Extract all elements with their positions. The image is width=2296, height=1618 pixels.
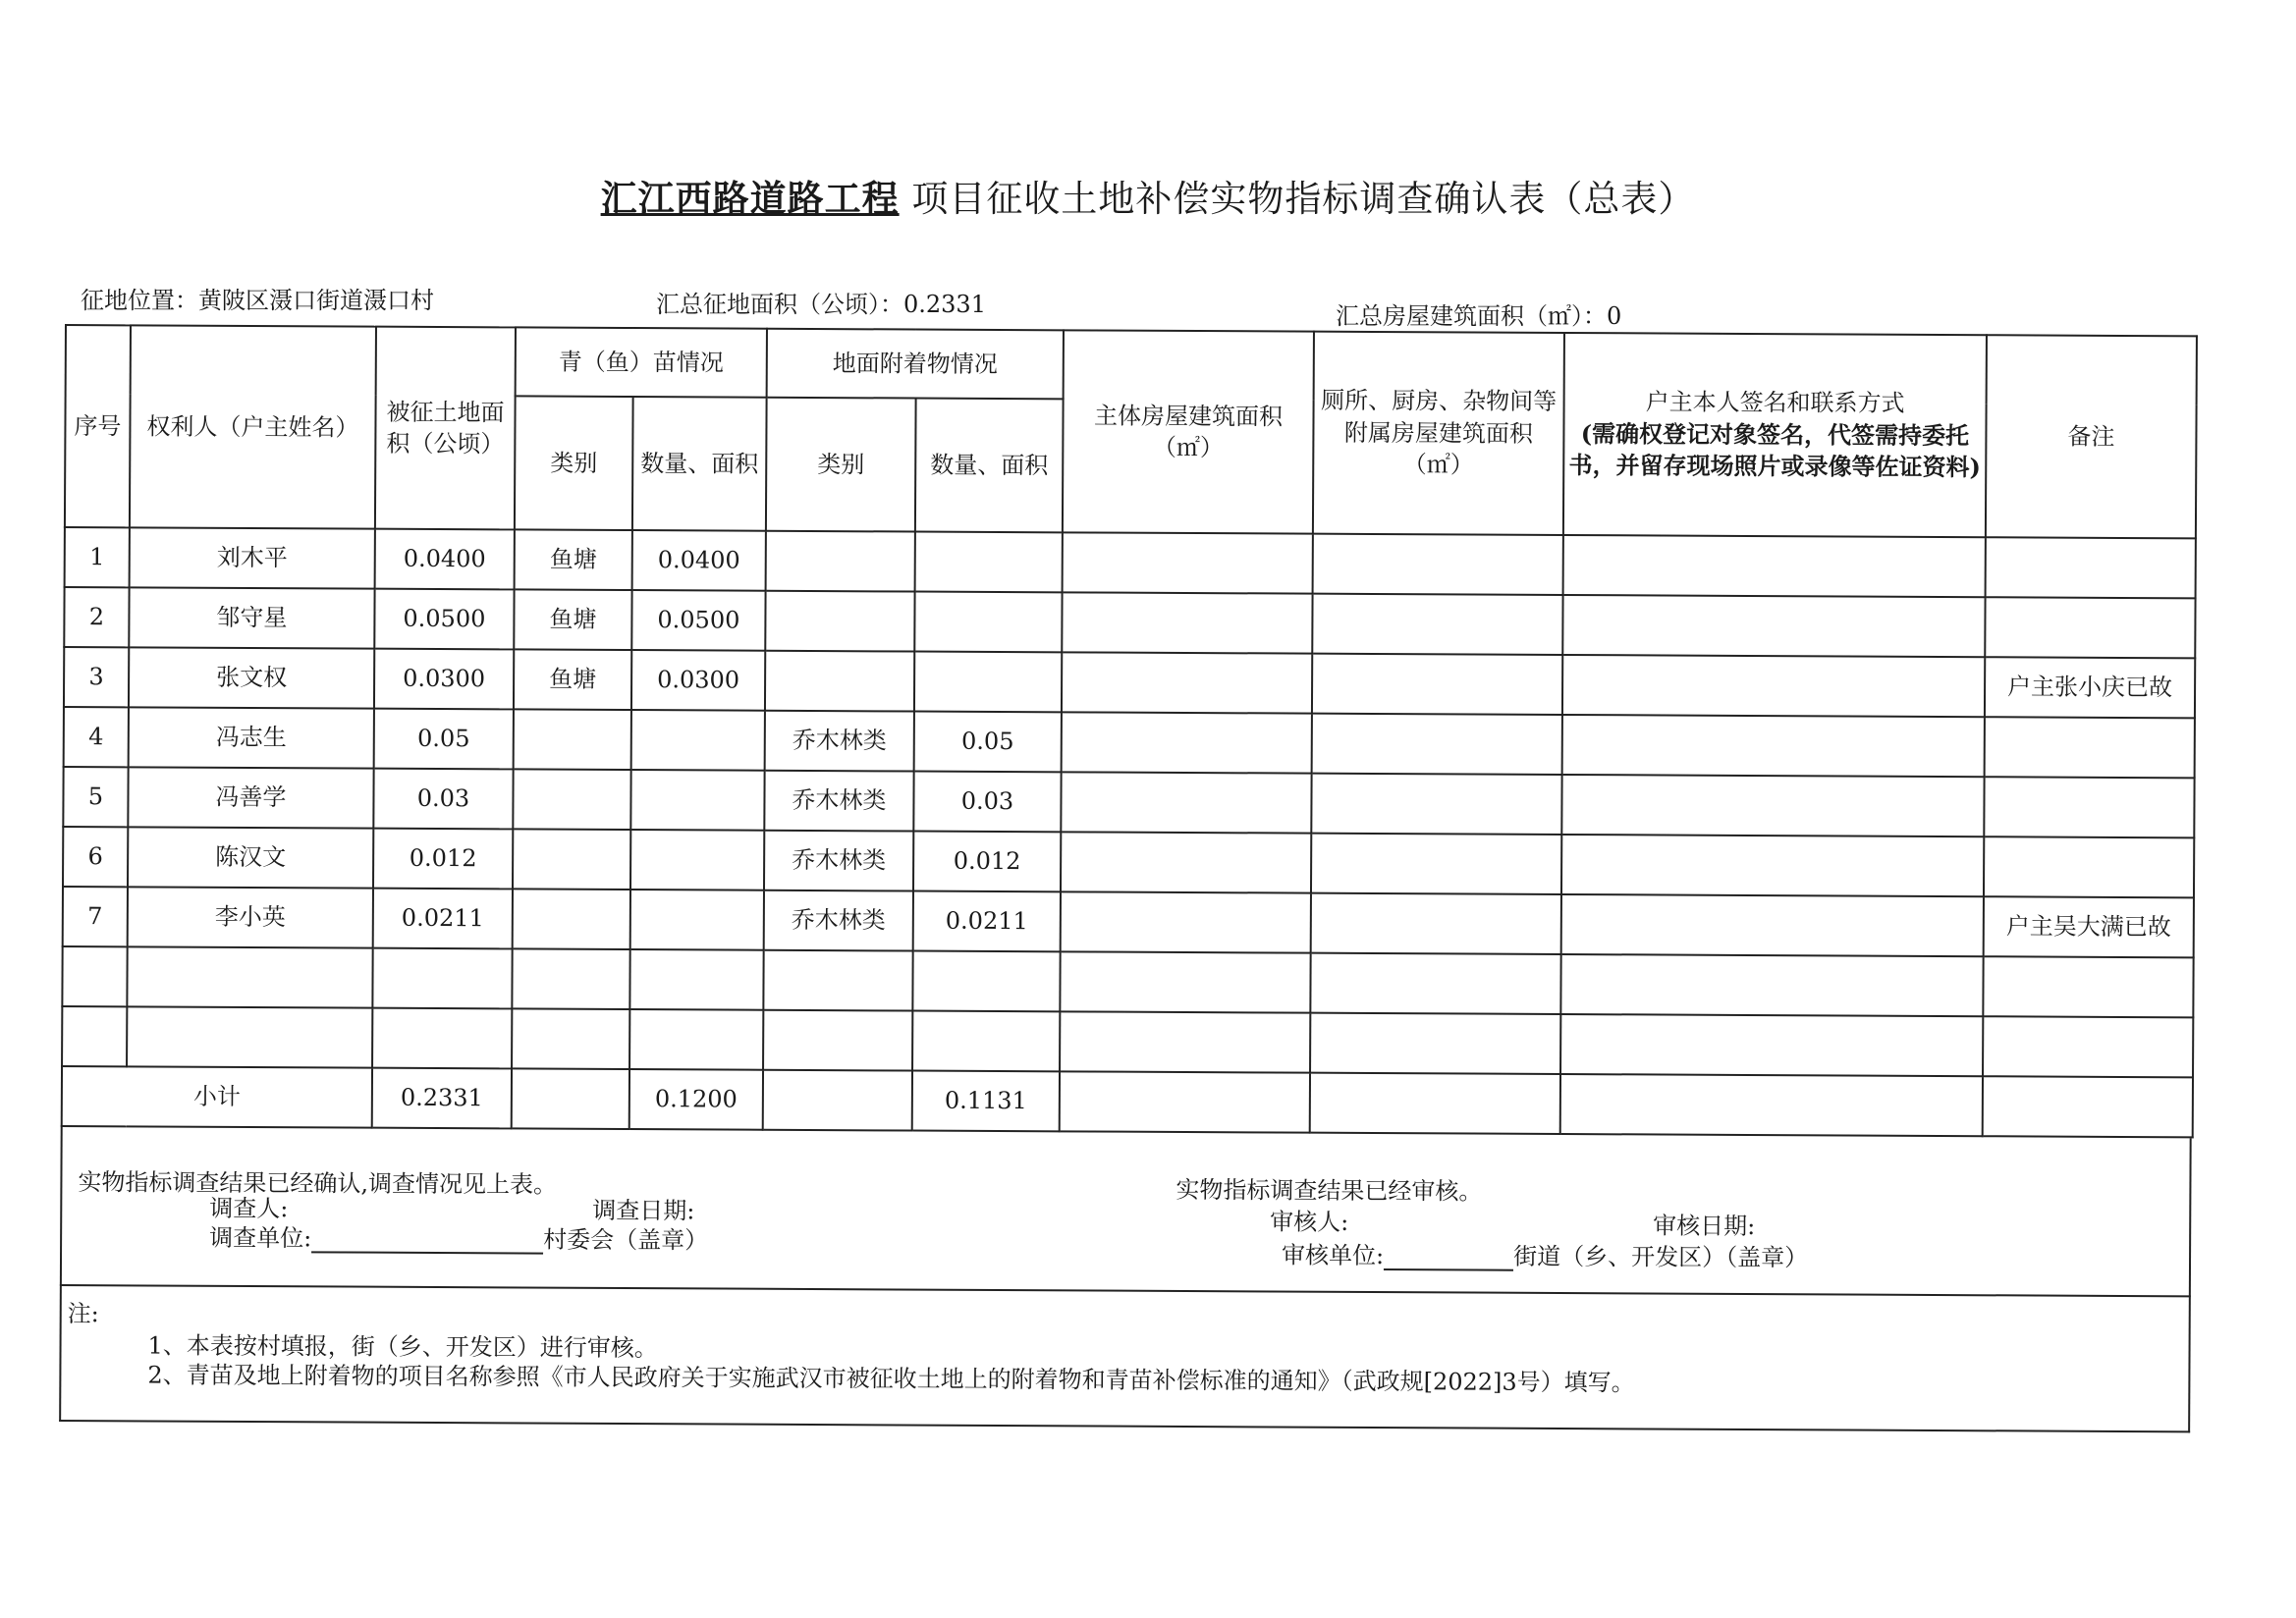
notes-label: 注:: [67, 1300, 99, 1328]
cell-aux-house: [1310, 1013, 1560, 1074]
document-title: [0, 169, 2296, 222]
title-suffix: 项目征收土地补偿实物指标调查确认表（总表）: [911, 178, 1696, 220]
cell-land-area: 0.0300: [374, 649, 514, 710]
cell-seedling-qty: 0.0300: [631, 650, 765, 711]
cell-seq: 4: [64, 707, 129, 767]
cell-owner: 李小英: [128, 887, 373, 947]
investigate-unit: [209, 1218, 708, 1256]
header-main-house-area: 主体房屋建筑面积（㎡）: [1063, 330, 1314, 533]
table-row: [62, 946, 2193, 1017]
cell-remark: 户主吴大满已故: [1984, 896, 2194, 957]
cell-attachment-type: 乔木林类: [764, 771, 913, 832]
subtotal-signature: [1560, 1074, 1983, 1136]
cell-owner: [127, 1006, 372, 1067]
cell-attachment-qty: [914, 592, 1062, 653]
cell-aux-house: [1312, 654, 1562, 715]
cell-signature: [1562, 595, 1985, 657]
cell-main-house: [1060, 951, 1310, 1012]
cell-seedling-type: 鱼塘: [514, 649, 631, 710]
cell-seedling-qty: [629, 1009, 763, 1070]
cell-aux-house: [1311, 893, 1561, 954]
cell-main-house: [1061, 772, 1311, 833]
cell-remark: [1983, 1016, 2193, 1077]
subtotal-label: 小计: [62, 1066, 372, 1128]
investigate-unit-blank: [311, 1227, 543, 1254]
cell-attachment-type: [765, 651, 914, 712]
survey-table: [61, 324, 2198, 1138]
review-unit-blank: [1384, 1245, 1513, 1271]
cell-main-house: [1062, 712, 1312, 773]
header-seedling-group: 青（鱼）苗情况: [516, 327, 767, 397]
table-row: [65, 527, 2196, 598]
cell-aux-house: [1311, 774, 1561, 835]
cell-seq: 1: [65, 527, 130, 587]
cell-seq: [62, 1006, 127, 1066]
cell-remark: [1983, 956, 2193, 1017]
review-unit: [1282, 1236, 1808, 1273]
cell-owner: 陈汉文: [128, 827, 373, 888]
cell-signature: [1562, 655, 1985, 717]
header-aux-house-area: 厕所、厨房、杂物间等附属房屋建筑面积（㎡）: [1313, 332, 1564, 535]
cell-remark: 户主张小庆已故: [1985, 657, 2195, 718]
cell-seedling-type: [514, 709, 631, 770]
subtotal-land-area: 0.2331: [372, 1068, 512, 1129]
investigate-date-label: 调查日期:: [592, 1196, 695, 1225]
cell-land-area: 0.0211: [373, 889, 513, 949]
cell-attachment-qty: [914, 652, 1062, 713]
cell-aux-house: [1311, 834, 1561, 894]
subtotal-main-house: [1060, 1071, 1310, 1132]
cell-seq: 2: [64, 587, 129, 647]
header-signature: [1563, 333, 1987, 537]
cell-aux-house: [1310, 953, 1560, 1014]
header-attachment-qty: 数量、面积: [915, 399, 1064, 533]
header-signature-title: 户主本人签名和联系方式: [1645, 388, 1905, 418]
land-location: 征地位置：黄陂区滠口街道滠口村: [81, 287, 434, 314]
cell-seedling-type: 鱼塘: [514, 589, 631, 650]
cell-seq: 5: [63, 767, 128, 827]
cell-remark: [1984, 777, 2194, 837]
cell-seq: 7: [63, 887, 128, 946]
cell-attachment-type: [765, 591, 914, 652]
subtotal-remark: [1983, 1076, 2193, 1137]
cell-signature: [1561, 835, 1984, 896]
cell-main-house: [1061, 832, 1311, 892]
cell-owner: 刘木平: [130, 527, 375, 588]
header-seedling-type: 类别: [515, 396, 633, 530]
cell-attachment-qty: [915, 532, 1063, 593]
cell-signature: [1560, 954, 1983, 1016]
investigate-unit-label: 调查单位:: [209, 1223, 312, 1253]
cell-main-house: [1062, 652, 1312, 713]
subtotal-seedling-type: [512, 1068, 629, 1129]
cell-land-area: 0.03: [373, 769, 513, 830]
investigate-unit-suffix: 村委会（盖章）: [543, 1225, 709, 1255]
cell-signature: [1560, 1014, 1983, 1076]
cell-land-area: 0.012: [373, 829, 513, 890]
cell-seedling-qty: [631, 710, 765, 771]
review-unit-suffix: 街道（乡、开发区）（盖章）: [1513, 1242, 1809, 1272]
cell-land-area: 0.05: [374, 709, 514, 770]
header-owner: 权利人（户主姓名）: [130, 325, 376, 528]
header-land-area: 被征土地面积（公顷）: [375, 327, 516, 530]
review-unit-label: 审核单位:: [1281, 1241, 1385, 1270]
cell-owner: 冯志生: [129, 707, 374, 768]
cell-seedling-type: [513, 889, 630, 949]
cell-remark: [1985, 597, 2195, 658]
cell-main-house: [1061, 891, 1311, 952]
header-remark: 备注: [1986, 335, 2197, 538]
cell-land-area: [372, 948, 512, 1009]
header-seq: 序号: [65, 325, 131, 527]
cell-attachment-qty: [912, 951, 1060, 1012]
confirm-statement: 实物指标调查结果已经确认,调查情况见上表。: [78, 1168, 558, 1199]
cell-seq: [62, 946, 127, 1006]
cell-land-area: [372, 1008, 512, 1069]
table-row: [64, 587, 2195, 658]
cell-seedling-qty: 0.0400: [632, 530, 766, 591]
cell-main-house: [1060, 1011, 1310, 1072]
cell-owner: 邹守星: [129, 587, 374, 648]
cell-main-house: [1063, 532, 1313, 593]
subtotal-row: [62, 1066, 2193, 1137]
project-name: 汇江西路道路工程: [600, 177, 900, 220]
cell-seq: 6: [63, 827, 128, 887]
cell-signature: [1561, 775, 1984, 836]
cell-attachment-type: [766, 531, 915, 592]
confirmation-section: [60, 1127, 2192, 1297]
cell-remark: [1986, 537, 2196, 598]
cell-owner: [127, 946, 372, 1007]
cell-seedling-type: [513, 769, 630, 830]
cell-aux-house: [1313, 534, 1563, 595]
note-item: 1、本表按村填报，街（乡、开发区）进行审核。: [147, 1331, 658, 1363]
header-seedling-qty: 数量、面积: [632, 397, 767, 531]
header-signature-note: (需确权登记对象签名，代签需持委托书，并留存现场照片或录像等佐证资料): [1568, 418, 1982, 482]
table-row: [63, 767, 2194, 837]
subtotal-aux-house: [1310, 1073, 1560, 1134]
note-item: 2、青苗及地上附着物的项目名称参照《市人民政府关于实施武汉市被征收土地上的附着物和青苗补偿标准的通知》（武政规[2022]3号）填写。: [147, 1361, 1635, 1397]
total-land-area: 汇总征地面积（公顷）：0.2331: [656, 291, 986, 318]
cell-seedling-qty: [630, 890, 764, 950]
table-row: [62, 1006, 2193, 1077]
cell-attachment-type: 乔木林类: [764, 831, 913, 891]
cell-signature: [1561, 894, 1984, 956]
review-date-label: 审核日期:: [1653, 1212, 1756, 1241]
cell-owner: 张文权: [129, 647, 374, 708]
cell-seedling-qty: [630, 770, 764, 831]
cell-attachment-qty: 0.012: [913, 832, 1061, 892]
cell-seedling-type: [512, 948, 629, 1009]
cell-seedling-qty: [630, 830, 764, 890]
survey-sheet: [59, 324, 2196, 1432]
table-row: [64, 707, 2195, 778]
cell-seedling-qty: [629, 949, 763, 1010]
cell-attachment-type: [763, 1010, 912, 1071]
cell-signature: [1563, 535, 1986, 597]
table-row: [64, 647, 2195, 718]
cell-remark: [1985, 717, 2195, 778]
cell-owner: 冯善学: [128, 767, 373, 828]
cell-seq: 3: [64, 647, 129, 707]
header-attachment-group: 地面附着物情况: [767, 329, 1064, 400]
cell-signature: [1562, 715, 1985, 777]
cell-attachment-qty: 0.0211: [913, 891, 1061, 952]
subtotal-seedling-qty: 0.1200: [629, 1069, 763, 1130]
cell-attachment-qty: [912, 1011, 1060, 1072]
review-statement: 实物指标调查结果已经审核。: [1175, 1175, 1483, 1206]
cell-seedling-type: [513, 829, 630, 890]
table-row: [63, 827, 2194, 897]
cell-attachment-qty: 0.03: [913, 772, 1061, 833]
cell-land-area: 0.0500: [374, 589, 514, 650]
cell-seedling-type: [512, 1008, 629, 1069]
cell-attachment-type: 乔木林类: [765, 711, 914, 772]
subtotal-attachment-type: [763, 1070, 912, 1131]
cell-attachment-type: 乔木林类: [764, 890, 913, 951]
investigator-label: 调查人:: [209, 1194, 289, 1223]
reviewer-label: 审核人:: [1270, 1208, 1349, 1236]
cell-aux-house: [1312, 714, 1562, 775]
notes-section: [59, 1286, 2191, 1432]
table-row: [63, 887, 2194, 957]
subtotal-attachment-qty: 0.1131: [912, 1071, 1060, 1132]
cell-attachment-type: [763, 950, 912, 1011]
cell-main-house: [1062, 592, 1312, 653]
cell-seedling-qty: 0.0500: [631, 590, 765, 651]
total-building-area: 汇总房屋建筑面积（㎡）：0: [1336, 302, 1622, 330]
cell-land-area: 0.0400: [375, 529, 515, 590]
cell-remark: [1984, 836, 2194, 897]
header-row-1: [66, 325, 2197, 404]
cell-aux-house: [1312, 594, 1562, 655]
cell-attachment-qty: 0.05: [914, 712, 1062, 773]
header-attachment-type: 类别: [766, 398, 916, 532]
cell-seedling-type: 鱼塘: [515, 529, 632, 590]
